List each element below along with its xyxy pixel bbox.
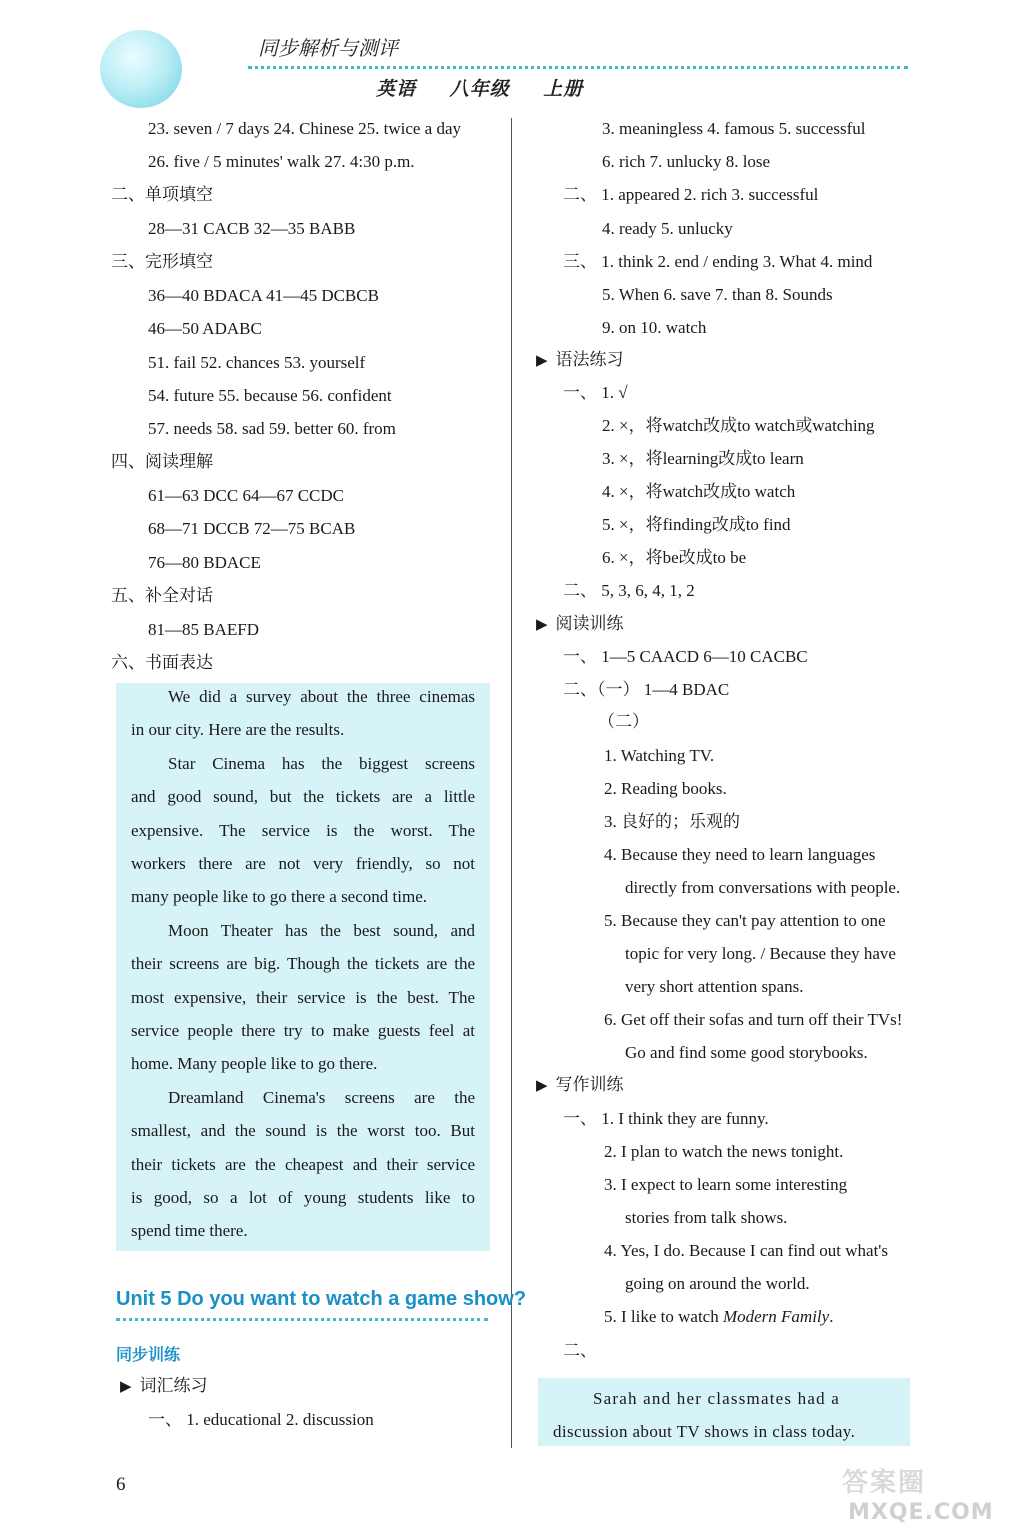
answer-line: 3. meaningless 4. famous 5. successful: [602, 119, 866, 138]
answer-line: 3. I expect to learn some interesting: [604, 1175, 848, 1194]
answer-line: 9. on 10. watch: [602, 318, 707, 337]
header-title: 同步解析与测评: [258, 36, 398, 60]
vocab-title: 词汇练习: [139, 1376, 208, 1396]
essay-line: many people like to go there a second time.: [131, 887, 427, 907]
section-heading: 五、补全对话: [111, 586, 213, 606]
answer-line: 81—85 BAEFD: [148, 620, 259, 639]
writing-box-line: Sarah and her classmates had a: [593, 1389, 840, 1408]
answer-line: 4. Because they need to learn languages: [604, 845, 876, 864]
triangle-bullet-icon: ▶: [536, 1076, 548, 1094]
essay-line: their tickets are the cheapest and their service: [131, 1154, 475, 1174]
essay-line: is good, so a lot of young students like to: [131, 1188, 475, 1207]
unit-title: Unit 5 Do you want to watch a game show?: [116, 1288, 527, 1310]
answer-line: 46—50 ADABC: [148, 319, 262, 338]
essay-line: Dreamland Cinema's screens are the: [168, 1087, 475, 1107]
answer-line: 2. ×，将watch改成to watch或watching: [602, 416, 875, 435]
answer-line: very short attention spans.: [625, 977, 804, 996]
header-volume: 上册: [543, 78, 584, 100]
reading-title: 阅读训练: [555, 614, 624, 634]
writing-box-line: discussion about TV shows in class today.: [553, 1422, 856, 1441]
header-grade: 八年级: [449, 78, 510, 100]
triangle-bullet-icon: ▶: [120, 1377, 132, 1395]
essay-line: most expensive, their service is the best. The: [131, 987, 475, 1007]
answer-line: 6. rich 7. unlucky 8. lose: [602, 152, 771, 171]
answer-line: 26. five / 5 minutes' walk 27. 4:30 p.m.: [148, 152, 415, 171]
header-subject: 英语: [376, 78, 417, 100]
essay-line: spend time there.: [131, 1221, 248, 1241]
answer-line: 一、 1. I think they are funny.: [563, 1109, 769, 1128]
essay-line: service people there try to make guests feel at: [131, 1021, 475, 1040]
column-divider: [511, 118, 512, 1448]
essay-line: smallest, and the sound is the worst too. But: [131, 1121, 475, 1141]
answer-line: 23. seven / 7 days 24. Chinese 25. twice a day: [148, 119, 462, 138]
essay-line: expensive. The service is the worst. The: [131, 820, 475, 840]
answer-line: 57. needs 58. sad 59. better 60. from: [148, 419, 396, 438]
answer-line: 2. Reading books.: [604, 779, 727, 798]
answer-line: 3. 良好的；乐观的: [604, 812, 740, 831]
essay-line: workers there are not very friendly, so not: [131, 854, 475, 873]
grammar-title: 语法练习: [555, 350, 624, 370]
header-subtitle: [376, 74, 609, 101]
watermark-url: MXQE.COM: [848, 1500, 994, 1525]
grammar-heading: [536, 349, 624, 371]
section-heading: 二、单项填空: [111, 185, 213, 205]
answer-line: 28—31 CACB 32—35 BABB: [148, 219, 356, 238]
answer-line: 2. I plan to watch the news tonight.: [604, 1142, 844, 1161]
essay-line: their screens are big. Though the tickets are the: [131, 954, 475, 974]
answer-line: 三、 1. think 2. end / ending 3. What 4. mind: [563, 252, 873, 271]
page-number: 6: [116, 1474, 126, 1495]
answer-line: [604, 1306, 833, 1328]
writing-heading: [536, 1074, 624, 1096]
essay-line: We did a survey about the three cinemas: [168, 687, 475, 706]
answer-line: 一、 1. √: [563, 383, 628, 402]
answer-line: directly from conversations with people.: [625, 878, 901, 897]
essay-line: in our city. Here are the results.: [131, 720, 345, 740]
answer-line: 3. ×，将learning改成to learn: [602, 449, 804, 468]
answer-line: 54. future 55. because 56. confident: [148, 386, 392, 405]
show-title: Modern Family: [722, 1307, 830, 1326]
answer-line: 51. fail 52. chances 53. yourself: [148, 353, 366, 372]
essay-line: Moon Theater has the best sound, and: [168, 920, 475, 940]
answer-line: 二、（一） 1—4 BDAC: [563, 680, 730, 699]
answer-line: stories from talk shows.: [625, 1208, 788, 1227]
header-logo: [100, 30, 182, 108]
answer-line: topic for very long. / Because they have: [625, 944, 896, 963]
answer-line: 68—71 DCCB 72—75 BCAB: [148, 519, 356, 538]
answer-line: 二、: [563, 1341, 597, 1361]
section-heading: 六、书面表达: [111, 653, 213, 673]
essay-line: and good sound, but the tickets are a little: [131, 787, 475, 807]
answer-line: 1. Watching TV.: [604, 746, 715, 765]
essay-line: home. Many people like to go there.: [131, 1054, 378, 1074]
answer-line: 5. Because they can't pay attention to one: [604, 911, 886, 930]
answer-line: 5. ×，将finding改成to find: [602, 515, 791, 534]
triangle-bullet-icon: ▶: [536, 615, 548, 633]
reading-heading: [536, 613, 624, 635]
section-heading: 三、完形填空: [111, 252, 213, 272]
writing-title: 写作训练: [555, 1075, 624, 1095]
answer-line: 36—40 BDACA 41—45 DCBCB: [148, 286, 379, 305]
section-heading: 四、阅读理解: [111, 452, 213, 472]
answer-line: 4. Yes, I do. Because I can find out what's: [604, 1241, 888, 1260]
triangle-bullet-icon: ▶: [536, 351, 548, 369]
unit-dotted-line: [116, 1318, 488, 1321]
header-dotted-line: [248, 66, 908, 69]
answer-line: Go and find some good storybooks.: [625, 1043, 868, 1062]
answer-line: 二、 5, 3, 6, 4, 1, 2: [563, 581, 695, 600]
answer-text: 5. I like to watch: [604, 1307, 723, 1326]
answer-line: 6. Get off their sofas and turn off their TVs!: [604, 1010, 903, 1029]
answer-line: 61—63 DCC 64—67 CCDC: [148, 486, 344, 505]
answer-line: 5. When 6. save 7. than 8. Sounds: [602, 285, 833, 304]
essay-line: Star Cinema has the biggest screens: [168, 753, 475, 773]
answer-line: going on around the world.: [625, 1274, 810, 1293]
answer-line: 一、 1—5 CAACD 6—10 CACBC: [563, 647, 808, 666]
answer-line: 4. ready 5. unlucky: [602, 219, 733, 238]
sync-training-title: 同步训练: [116, 1345, 181, 1364]
watermark-logo: 答案圈: [842, 1468, 927, 1498]
answer-text: .: [829, 1307, 834, 1326]
answer-line: 6. ×，将be改成to be: [602, 548, 747, 567]
answer-line: （二）: [598, 712, 649, 732]
answer-line: 4. ×，将watch改成to watch: [602, 482, 796, 501]
answer-line: 76—80 BDACE: [148, 553, 261, 572]
vocab-heading: [120, 1375, 208, 1397]
answer-line: 二、 1. appeared 2. rich 3. successful: [563, 185, 819, 204]
answer-line: 一、 1. educational 2. discussion: [148, 1410, 374, 1429]
